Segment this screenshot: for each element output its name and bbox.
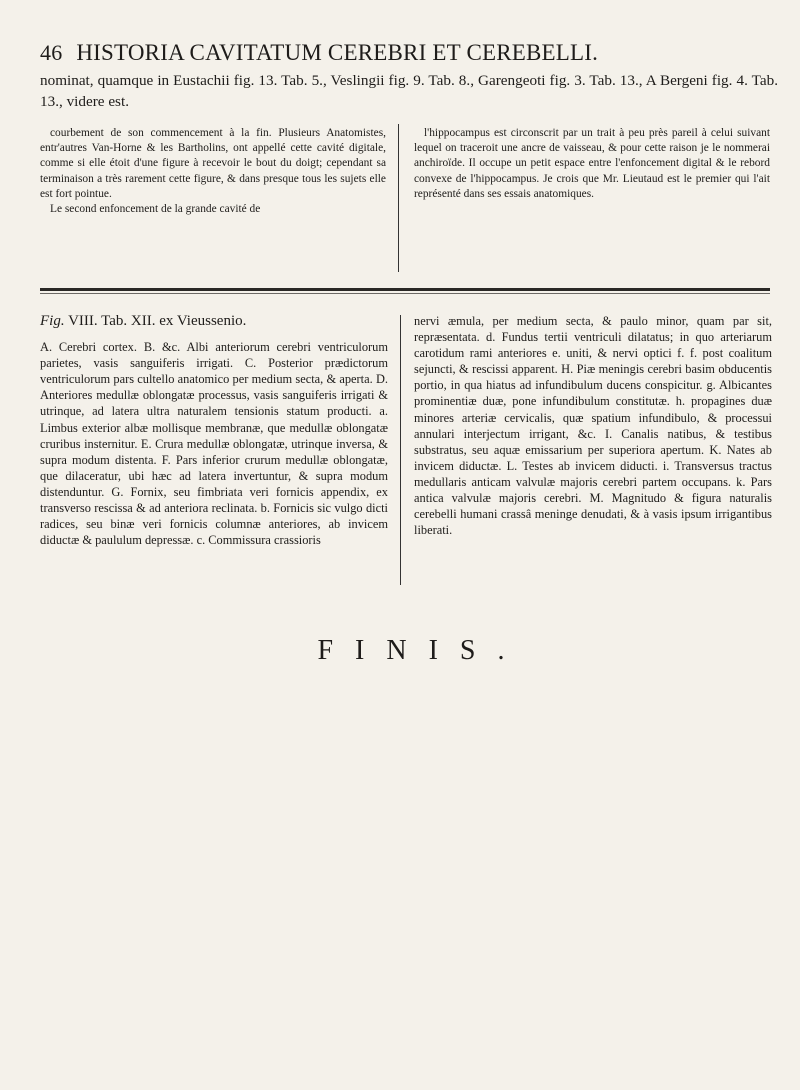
figure-heading-fig: Fig.	[40, 313, 65, 329]
section-rule	[40, 288, 770, 291]
latin-column-left	[40, 313, 388, 548]
running-header	[40, 40, 780, 66]
latin-column-right	[414, 313, 772, 538]
section-rule-thin	[40, 293, 770, 294]
column-divider	[400, 315, 401, 585]
page-number: 46	[40, 40, 63, 65]
finis-colophon: FINIS.	[317, 635, 527, 666]
column-divider	[398, 124, 399, 272]
latin-paragraph: A. Cerebri cortex. B. &c. Albi anteriorum cerebri ventriculorum parietes, vasis sanguiferis irrigati. C. Posterior prædictorum ventriculorum pars cultello anatomico per medium secta, & aperta. D. Anteriores medullæ oblongatæ processus, vasis sanguiferis irrigati & utrinque, ad latera ultra naturalem tensionis statum producti. a. Limbus exterior albæ mollisque membranæ, que medullæ oblongatæ cruribus insternitur. E. Crura medullæ oblongatæ, utrinque inversa, & supra modum distenta. F. Pars inferior crurum medullæ oblongatæ, que dilaceratur, ubi hæc ad latera invertuntur, & supra modum distenduntur. G. Fornix, seu fimbriata veri fornicis appendix, ex transverso rescissa & ad anteriora reclinata. b. Fornicis sic vulgo dicti radices, seu binæ veri fornicis columnæ anteriores, ab invicem diductæ & paululum depressæ. c. Commissura crassioris	[40, 340, 388, 548]
french-column-left	[40, 126, 386, 217]
page-title: HISTORIA CAVITATUM CEREBRI ET CEREBELLI.	[76, 40, 599, 65]
french-paragraph: courbement de son commencement à la fin. Plusieurs Anatomistes, entr'autres Van-Horne & les Bartholins, ont appellé cette cavité digitale, comme si elle étoit d'une figure à recevoir le bout du doigt; cependant sa terminaison a très rarement cette figure, & dans presque tous les sujets elle est fort pointue.	[40, 127, 386, 200]
french-paragraph: Le second enfoncement de la grande cavité de	[50, 203, 261, 216]
intro-paragraph: nominat, quamque in Eustachii fig. 13. Tab. 5., Veslingii fig. 9. Tab. 8., Garengeoti fig. 3. Tab. 13., A Bergeni fig. 4. Tab. 13., videre est.	[40, 72, 778, 110]
latin-paragraph: nervi æmula, per medium secta, & paulo minor, quam par sit, repræsentata. d. Fundus tertii ventriculi dilatatus; in quo arteriarum carotidum rami anteriores e. uniti, & nervi optici f. f. post coalitum sejuncti, & rescissi apparent. H. Piæ meningis cerebri basim obducentis portio, in qua hiatus ad infundibulum ducens conspicitur. g. Albicantes prominentiæ duæ, pone infundibulum constitutæ. h. propagines duæ minores arteriæ cervicalis, quæ spatium infundibulo, & processui annulari interjectum irrigant, &c. I. Canalis natibus, & testibus substratus, seu aquæ emissarium per superiora apertum. K. Nates ab invicem diductæ. L. Testes ab invicem diducti. i. Transversus tractus medullaris anticam valvulæ majoris cerebri partem occupans. k. Pars antica valvulæ majoris cerebri. M. Magnitudo & figura naturalis cerebelli humani crassâ meninge denudati, & à vasis ipsum irrigantibus liberati.	[414, 314, 772, 538]
figure-heading	[40, 313, 388, 329]
french-paragraph: l'hippocampus est circonscrit par un trait à peu près pareil à celui suivant lequel on traceroit une ancre de vaisseau, & pour cette raison je le nommerai anchiroïde. Il occupe un petit espace entre l'enfoncement digital & le rebord convexe de l'hippocampus. Je crois que Mr. Lieutaud est le premier qui l'ait représenté dans ses essais anatomiques.	[414, 127, 770, 200]
figure-heading-text: VIII. Tab. XII. ex Vieussenio.	[68, 313, 247, 329]
french-column-right	[414, 126, 770, 202]
